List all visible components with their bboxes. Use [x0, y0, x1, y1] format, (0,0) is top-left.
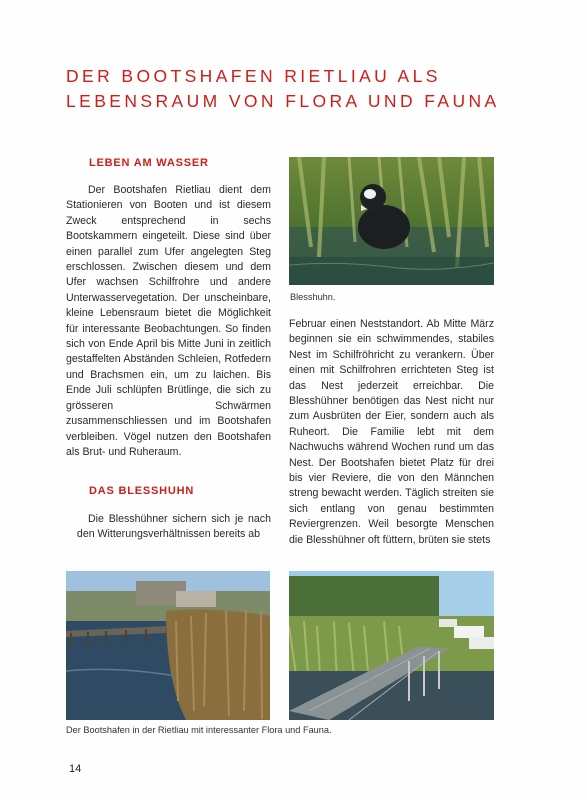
- right-column-paragraph: Februar einen Neststandort. Ab Mitte März beginnen sie ein schwimmendes, stabiles Nest im Schilfröhricht zu verankern. Über einen mit Schilfrohren errichteten Steg ist das Nest jederzeit erreichbar. Die Blesshühner benötigen das Nest nicht nur zum Ausbrüten der Eier, sondern auch als Ruheort. Die Familie lebt mit dem Nachwuchs während Wochen rund um das Nest. Der Bootshafen bietet Platz für drei bis vier Reviere, die von den Männchen streng bewacht werden. Täglich streiten sie sich entlang von genau bestimmten Reviergrenzen. Weil besorgte Menschen die Blesshühner oft füttern, brüten sie stets: [289, 318, 494, 546]
- section-2-paragraph: Die Blesshühner sichern sich je nach den Witterungsverhältnissen bereits ab: [76, 513, 271, 541]
- harbor-photo-left: [66, 571, 270, 720]
- coot-photo: [289, 157, 494, 285]
- section-heading-das-blesshuhn: DAS BLESSHUHN: [89, 485, 195, 497]
- coot-caption: Blesshuhn.: [290, 292, 336, 302]
- page-number: 14: [69, 763, 82, 775]
- title-line-1: DER BOOTSHAFEN RIETLIAU ALS: [66, 66, 441, 86]
- section-heading-leben-am-wasser: LEBEN AM WASSER: [89, 157, 209, 169]
- title-line-2: LEBENSRAUM VON FLORA UND FAUNA: [66, 91, 500, 111]
- harbor-caption: Der Bootshafen in der Rietliau mit interessanter Flora und Fauna.: [66, 725, 332, 735]
- harbor-photo-right: [289, 571, 494, 720]
- article-title: [66, 64, 536, 114]
- section-1-paragraph: Der Bootshafen Rietliau dient dem Stationieren von Booten und ist diesem Zweck entsprechend in sechs Bootskammern eingeteilt. Diese sind über einen parallel zum Ufer angelegten Steg erschlossen. Zwischen diesem und dem Ufer wachsen Schilfrohre und andere Unterwasservegetation. Der unscheinbare, kleine Lebensraum bietet die Möglichkeit für interessante Beobachtungen. So finden sich von Ende April bis Mitte Juni in zeitlich gestaffelten Abständen Schleien, Rotfedern und Brachsmen ein, um zu laichen. Bis Ende Juli schlüpfen Brütlinge, die sich zu grösseren Schwärmen zusammenschliessen und im Bootshafen verbleiben. Vögel nutzen den Bootshafen als Brut- und Ruheraum.: [66, 184, 271, 458]
